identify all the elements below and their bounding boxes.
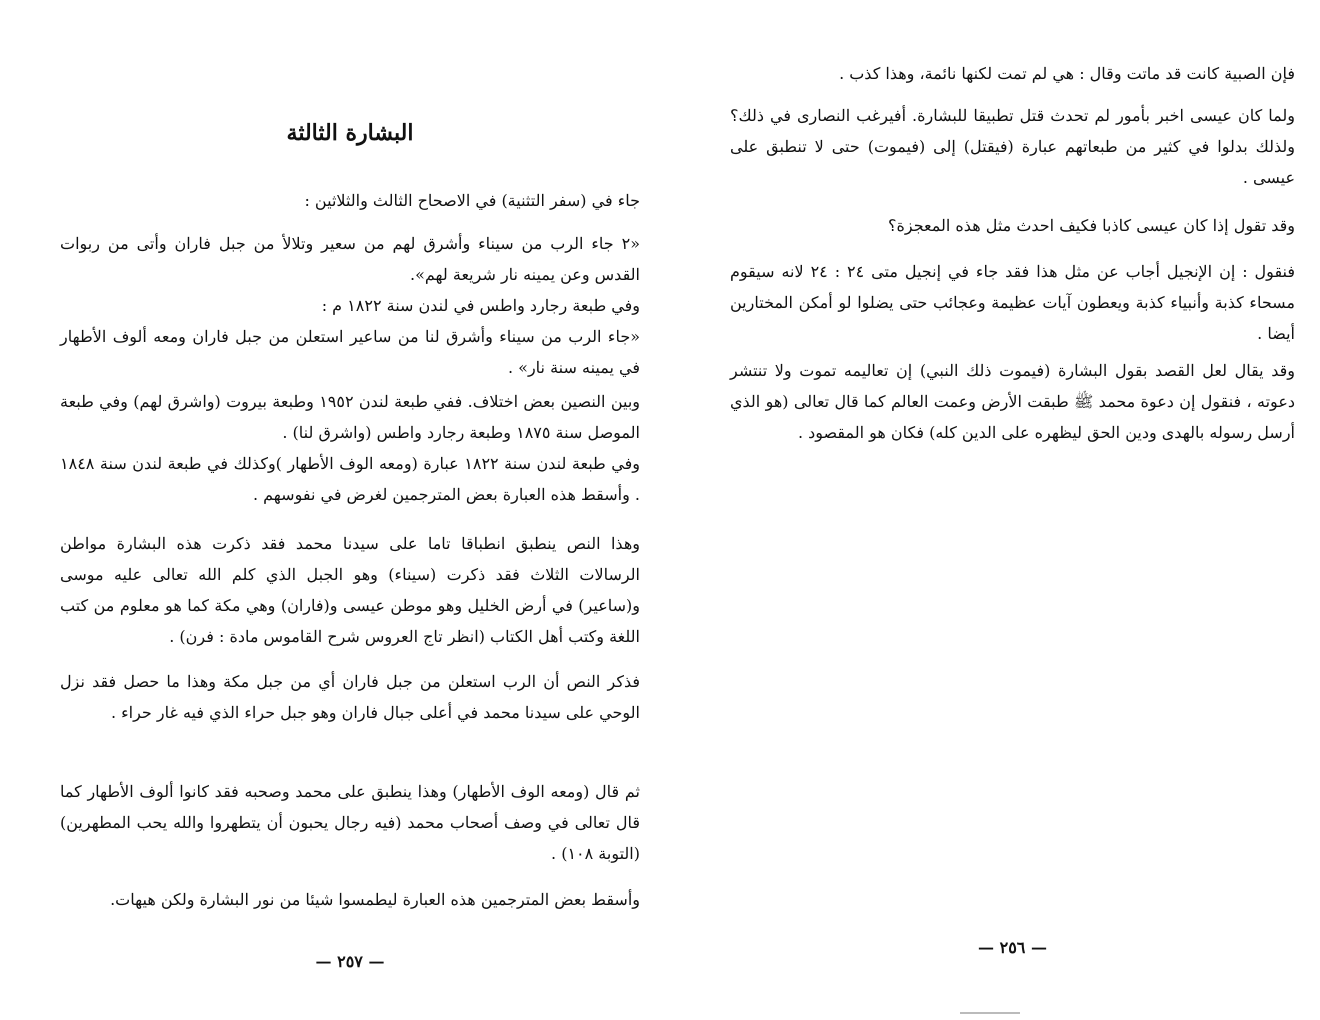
paragraph: وهذا النص ينطبق انطباقا تاما على سيدنا محمد فقد ذكرت هذه البشارة مواطن الرسالات الثلاث فقد ذكرت (سيناء) وهو الجبل الذي كلم الله تعالى عليه موسى و(ساعير) في أرض الخليل وهو موطن عيسى و(فاران) وهي مكة كما هو معلوم من كتب اللغة وكتب أهل الكتاب (انظر تاج العروس شرح القاموس مادة : فرن) . — [60, 534, 641, 646]
paragraph: وبين النصين بعض اختلاف. ففي طبعة لندن ١٩٥٢ وطبعة بيروت (واشرق لهم) وفي طبعة الموصل سنة ١٨٧٥ وطبعة رجارد واطس (واشرق لنا) . — [60, 392, 641, 442]
paragraph: ثم قال (ومعه الوف الأطهار) وهذا ينطبق على محمد وصحبه فقد كانوا ألوف الأطهار كما قال تعالى في وصف أصحاب محمد (فيه رجال يحبون أن يتطهروا والله يحب المطهرين) (التوبة ١٠٨) . — [60, 782, 640, 863]
paragraph: وفي طبعة رجارد واطس في لندن سنة ١٨٢٢ م : — [321, 296, 640, 315]
page-number: — ٢٥٧ — — [315, 952, 385, 971]
paragraph: فإن الصبية كانت قد ماتت وقال : هي لم تمت لكنها نائمة، وهذا كذب . — [839, 64, 1295, 83]
paragraph: ولما كان عيسى اخبر بأمور لم تحدث قتل تطبيقا للبشارة. أفيرغب النصارى في ذلك؟ ولذلك بدلوا في كثير من طبعاتهم عبارة (فيقتل) إلى (فيموت) حتى لا تنطبق على عيسى . — [730, 106, 1296, 187]
paragraph: «٢ جاء الرب من سيناء وأشرق لهم من سعير وتلالأ من جبل فاران وأتى من ربوات القدس وعن يمينه نار شريعة لهم». — [60, 234, 640, 284]
paragraph: فنقول : إن الإنجيل أجاب عن مثل هذا فقد جاء في إنجيل متى ٢٤ : ٢٤ لانه سيقوم مسحاء كذبة وأنبياء كذبة ويعطون آيات عظيمة وعجائب حتى يضلوا لو أمكن المختارين أيضا . — [730, 262, 1296, 343]
paragraph: وأسقط بعض المترجمين هذه العبارة ليطمسوا شيئا من نور البشارة ولكن هيهات. — [110, 890, 640, 909]
paragraph: جاء في (سفر التثنية) في الاصحاح الثالث والثلاثين : — [304, 191, 640, 210]
paragraph: «جاء الرب من سيناء وأشرق لنا من ساعير استعلن من جبل فاران ومعه ألوف الأطهار في يمينه سنة نار» . — [60, 327, 640, 377]
paragraph: فذكر النص أن الرب استعلن من جبل فاران أي من جبل مكة وهذا ما حصل فقد نزل الوحي على سيدنا محمد في أعلى جبال فاران وهو جبل حراء الذي فيه غار حراء . — [60, 672, 640, 722]
divider — [960, 1012, 1020, 1014]
right-page — [730, 0, 1295, 1020]
page-title: البشارة الثالثة — [286, 120, 414, 146]
paragraph: وقد تقول إذا كان عيسى كاذبا فكيف احدث مثل هذه المعجزة؟ — [888, 216, 1295, 235]
left-page — [60, 0, 640, 1020]
paragraph: وقد يقال لعل القصد بقول البشارة (فيموت ذلك النبي) إن تعاليمه تموت ولا تنتشر دعوته ، فنقول إن دعوة محمد ﷺ طبقت الأرض وعمت العالم كما قال تعالى (هو الذي أرسل رسوله بالهدى ودين الحق ليظهره على الدين كله) فكان هو المقصود . — [730, 361, 1295, 442]
paragraph: وفي طبعة لندن سنة ١٨٢٢ عبارة (ومعه الوف الأطهار )وكذلك في طبعة لندن سنة ١٨٤٨ . وأسقط هذه العبارة بعض المترجمين لغرض في نفوسهم . — [60, 454, 641, 504]
page-number: — ٢٥٦ — — [978, 938, 1047, 957]
